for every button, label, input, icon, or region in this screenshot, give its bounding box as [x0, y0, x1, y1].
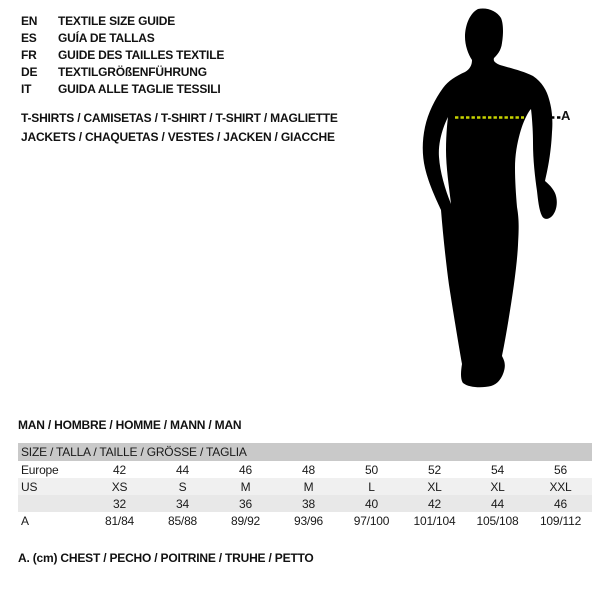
- size-cell: 48: [277, 461, 340, 478]
- size-cell: XS: [88, 478, 151, 495]
- section-heading-man: MAN / HOMBRE / HOMME / MANN / MAN: [18, 418, 242, 432]
- size-cell: 89/92: [214, 512, 277, 529]
- size-cell: S: [151, 478, 214, 495]
- size-cell: 42: [88, 461, 151, 478]
- language-code: EN: [21, 14, 38, 28]
- size-cell: 54: [466, 461, 529, 478]
- size-cell: 105/108: [466, 512, 529, 529]
- category-line-jackets: JACKETS / CHAQUETAS / VESTES / JACKEN / GIACCHE: [21, 130, 335, 144]
- size-cell: XL: [403, 478, 466, 495]
- size-cell: 97/100: [340, 512, 403, 529]
- size-cell: M: [277, 478, 340, 495]
- size-cell: XXL: [529, 478, 592, 495]
- table-row-numeric: [18, 495, 592, 512]
- size-cell: 81/84: [88, 512, 151, 529]
- size-table-header: SIZE / TALLA / TAILLE / GRÖSSE / TAGLIA: [18, 443, 592, 461]
- language-label: GUIDE DES TAILLES TEXTILE: [58, 48, 225, 62]
- language-code: ES: [21, 31, 37, 45]
- row-label: A: [18, 512, 88, 529]
- language-title-block: [21, 13, 224, 98]
- category-block: [21, 109, 338, 147]
- table-row-us: [18, 478, 592, 495]
- size-cell: L: [340, 478, 403, 495]
- row-label: [18, 495, 88, 512]
- size-cell: 93/96: [277, 512, 340, 529]
- language-row: [21, 64, 224, 81]
- size-table-container: [18, 443, 592, 529]
- size-cell: 34: [151, 495, 214, 512]
- size-cell: 36: [214, 495, 277, 512]
- language-row: [21, 13, 224, 30]
- measurement-footnote: A. (cm) CHEST / PECHO / POITRINE / TRUHE / PETTO: [18, 551, 314, 565]
- size-cell: 44: [466, 495, 529, 512]
- language-code: IT: [21, 82, 32, 96]
- size-cell: 46: [214, 461, 277, 478]
- size-cell: XL: [466, 478, 529, 495]
- language-row: [21, 47, 224, 64]
- size-cell: 40: [340, 495, 403, 512]
- size-table: [18, 443, 592, 529]
- language-label: GUIDA ALLE TAGLIE TESSILI: [58, 82, 221, 96]
- language-label: GUÍA DE TALLAS: [58, 31, 155, 45]
- size-cell: 85/88: [151, 512, 214, 529]
- size-cell: 42: [403, 495, 466, 512]
- size-cell: 56: [529, 461, 592, 478]
- size-table-header-row: [18, 443, 592, 461]
- language-label: TEXTILE SIZE GUIDE: [58, 14, 176, 28]
- size-cell: M: [214, 478, 277, 495]
- row-label: US: [18, 478, 88, 495]
- size-cell: 101/104: [403, 512, 466, 529]
- measure-label-a: A: [561, 108, 571, 123]
- language-row: [21, 81, 224, 98]
- size-cell: 52: [403, 461, 466, 478]
- size-cell: 38: [277, 495, 340, 512]
- man-silhouette-figure: [415, 5, 565, 395]
- language-row: [21, 30, 224, 47]
- size-cell: 44: [151, 461, 214, 478]
- category-line-tshirts: T-SHIRTS / CAMISETAS / T-SHIRT / T-SHIRT / MAGLIETTE: [21, 111, 338, 125]
- size-cell: 109/112: [529, 512, 592, 529]
- size-cell: 46: [529, 495, 592, 512]
- man-silhouette: [423, 8, 557, 387]
- row-label: Europe: [18, 461, 88, 478]
- size-cell: 32: [88, 495, 151, 512]
- language-code: FR: [21, 48, 37, 62]
- size-cell: 50: [340, 461, 403, 478]
- table-row-chest-a: [18, 512, 592, 529]
- language-code: DE: [21, 65, 38, 79]
- table-row-europe: [18, 461, 592, 478]
- language-label: TEXTILGRÖßENFÜHRUNG: [58, 65, 207, 79]
